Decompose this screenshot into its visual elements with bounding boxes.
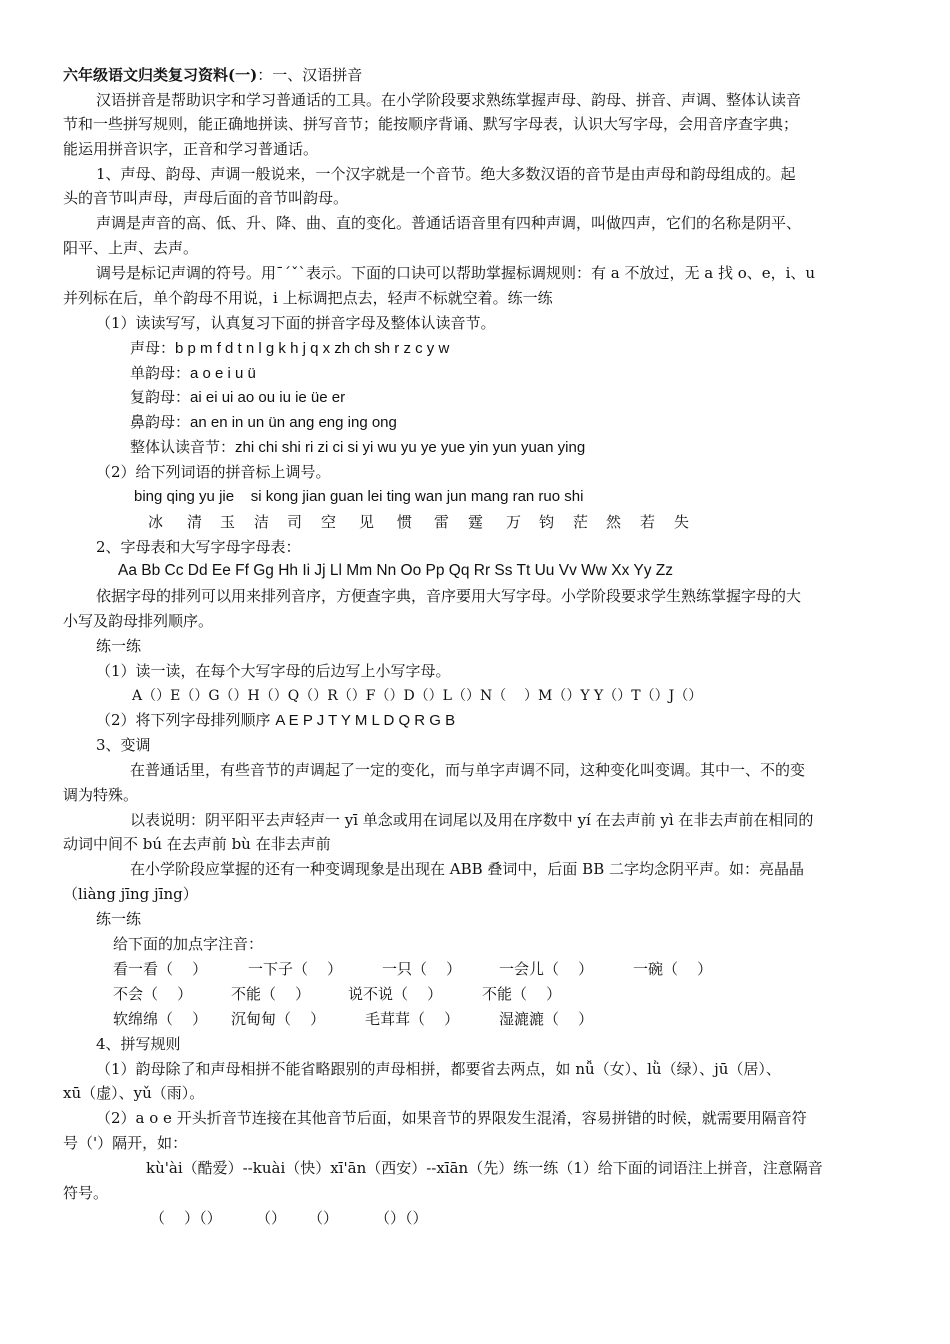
hanzi-char: 万 <box>506 513 522 531</box>
exercise5-title: 给下面的加点字注音： <box>113 935 264 953</box>
section4-title: 4、拼写规则 <box>96 1035 181 1053</box>
answer-blank-2: （） <box>256 1209 287 1227</box>
exercise4-letters: A E P J T Y M L D Q R G B <box>275 712 456 729</box>
rule2-line-2: 号（'）隔开，如： <box>63 1134 188 1152</box>
hanzi-char: 雷 <box>434 513 450 531</box>
grid-row-3-col-4: 湿漉漉（ ） <box>499 1010 594 1028</box>
fuyunmu-letters: ai ei ui ao ou iu ie üe er <box>190 389 346 406</box>
tone-mark-line-1: 调号是标记声调的符号。用ˉˊˇˋ表示。下面的口诀可以帮助掌握标调规则：有 a 不放过，无 a 找 o、e，i、u <box>96 264 816 282</box>
pinyin-words-line: bing qing yu jie si kong jian guan lei ting wan jun mang ran ruo shi <box>134 488 584 505</box>
grid-row-1-col-4: 一会儿（ ） <box>499 960 594 978</box>
exercise1-title: （1）读读写写，认真复习下面的拼音字母及整体认读音节。 <box>96 314 496 332</box>
grid-row-1-col-3: 一只（ ） <box>382 960 462 978</box>
grid-row-3-col-3: 毛茸茸（ ） <box>365 1010 460 1028</box>
grid-row-1-col-5: 一碗（ ） <box>633 960 713 978</box>
exercise2-title: （2）给下列词语的拼音标上调号。 <box>96 463 331 481</box>
exercise4-prefix: （2）将下列字母排列顺序 <box>96 711 276 729</box>
rule1-line-1: （1）韵母除了和声母相拼不能省略跟别的声母相拼，都要省去两点，如 nǚ（女）、lǜ（绿）、jū（居）、 <box>96 1060 781 1078</box>
hanzi-char: 钧 <box>539 513 555 531</box>
danyunmu-label: 单韵母： <box>130 364 191 382</box>
capital-letters-blanks: A（）E（）G（）H（）Q（）R（）F（）D（）L（）N（ ）M（）Y Y（）T（）J（） <box>132 688 703 704</box>
grid-row-2-col-2: 不能（ ） <box>231 985 311 1003</box>
shengmu-label: 声母： <box>130 339 176 357</box>
rule1-line-2: xū（虚）、yǔ（雨）。 <box>63 1084 205 1102</box>
abb-line-1: 在小学阶段应掌握的还有一种变调现象是出现在 ABB 叠词中，后面 BB 二字均念阴平声。如：亮晶晶 <box>130 860 805 878</box>
intro-line-1: 汉语拼音是帮助识字和学习普通话的工具。在小学阶段要求熟练掌握声母、韵母、拼音、声调、整体认读音 <box>96 91 802 109</box>
example-line-1: kù'ài（酷爱）--kuài（快）xī'ān（西安）--xīān（先）练一练（1）给下面的词语注上拼音，注意隔音 <box>146 1159 823 1177</box>
biyunmu-label: 鼻韵母： <box>130 413 191 431</box>
biyunmu-row <box>130 410 397 435</box>
example-line-2: 符号。 <box>63 1184 109 1202</box>
answer-blank-4: （）（） <box>375 1209 428 1227</box>
intro-line-2: 节和一些拼写规则，能正确地拼读、拼写音节；能按顺序背诵、默写字母表，认识大写字母，会用音序查字典； <box>63 115 799 133</box>
hanzi-char: 玉 <box>220 513 236 531</box>
intro-line-3: 能运用拼音识字，正音和学习普通话。 <box>63 140 319 158</box>
section1-line-1: 1、声母、韵母、声调一般说来，一个汉字就是一个音节。绝大多数汉语的音节是由声母和韵母组成的。起 <box>96 165 796 183</box>
table-note-line-2: 动词中间不 bú 在去声前 bù 在非去声前 <box>63 835 331 853</box>
exercise4-line <box>96 708 455 733</box>
biandiao-line-2: 调为特殊。 <box>63 786 139 804</box>
answer-blank-1: （ ）（） <box>150 1209 222 1227</box>
section1-line-2: 头的音节叫声母，声母后面的音节叫韵母。 <box>63 189 349 207</box>
hanzi-char: 失 <box>674 513 690 531</box>
grid-row-3-col-1: 软绵绵（ ） <box>113 1010 208 1028</box>
table-note-line-1: 以表说明：阴平阳平去声轻声一 yī 单念或用在词尾以及用在序数中 yí 在去声前 yì 在非去声前在相同的 <box>130 811 814 829</box>
tone-line-1: 声调是声音的高、低、升、降、曲、直的变化。普通话语音里有四种声调，叫做四声，它们的名称是阴平、 <box>96 214 802 232</box>
exercise3-title: （1）读一读，在每个大写字母的后边写上小写字母。 <box>96 662 451 680</box>
hanzi-char: 空 <box>321 513 337 531</box>
shengmu-letters: b p m f d t n l g k h j q x zh ch sh r z c y w <box>175 340 450 357</box>
practice-label-a: 练一练 <box>96 637 142 655</box>
grid-row-1-col-1: 看一看（ ） <box>113 960 208 978</box>
shengmu-row <box>130 336 449 361</box>
doc-title-rest: ：一、汉语拼音 <box>257 66 363 84</box>
biandiao-line-1: 在普通话里，有些音节的声调起了一定的变化，而与单字声调不同，这种变化叫变调。其中一、不的变 <box>130 761 806 779</box>
hanzi-char: 司 <box>287 513 303 531</box>
order-line-2: 小写及韵母排列顺序。 <box>63 612 214 630</box>
zhengti-row <box>130 435 585 460</box>
grid-row-2-col-4: 不能（ ） <box>482 985 562 1003</box>
hanzi-char: 清 <box>187 513 203 531</box>
zhengti-label: 整体认读音节： <box>130 438 236 456</box>
zhengti-syllables: zhi chi shi ri zi ci si yi wu yu ye yue yin yun yuan ying <box>235 439 586 456</box>
hanzi-char: 冰 <box>148 513 164 531</box>
hanzi-char: 霆 <box>468 513 484 531</box>
hanzi-char: 茫 <box>573 513 589 531</box>
doc-title <box>63 63 362 87</box>
danyunmu-row <box>130 361 256 386</box>
practice-label-b: 练一练 <box>96 910 142 928</box>
hanzi-char: 若 <box>640 513 656 531</box>
hanzi-char: 惯 <box>397 513 413 531</box>
tone-line-2: 阳平、上声、去声。 <box>63 239 199 257</box>
grid-row-2-col-3: 说不说（ ） <box>348 985 443 1003</box>
grid-row-1-col-2: 一下子（ ） <box>248 960 343 978</box>
abb-line-2: （liàng jīng jīng） <box>63 885 198 903</box>
hanzi-char: 然 <box>606 513 622 531</box>
fuyunmu-row <box>130 385 345 410</box>
rule2-line-1: （2）a o e 开头折音节连接在其他音节后面，如果音节的界限发生混淆，容易拼错的时候，就需要用隔音符 <box>96 1109 807 1127</box>
answer-blank-3: （） <box>308 1209 339 1227</box>
alphabet-line: Aa Bb Cc Dd Ee Ff Gg Hh Ii Jj Ll Mm Nn Oo Pp Qq Rr Ss Tt Uu Vv Ww Xx Yy Zz <box>118 562 673 579</box>
section2-title: 2、字母表和大写字母字母表： <box>96 538 301 556</box>
tone-mark-line-2: 并列标在后，单个韵母不用说，i 上标调把点去，轻声不标就空着。练一练 <box>63 289 553 307</box>
hanzi-char: 见 <box>359 513 375 531</box>
fuyunmu-label: 复韵母： <box>130 388 191 406</box>
danyunmu-letters: a o e i u ü <box>190 365 256 382</box>
hanzi-char: 洁 <box>254 513 270 531</box>
doc-title-bold: 六年级语文归类复习资料(一) <box>63 66 258 84</box>
section3-title: 3、变调 <box>96 736 151 754</box>
grid-row-3-col-2: 沉甸甸（ ） <box>231 1010 326 1028</box>
biyunmu-letters: an en in un ün ang eng ing ong <box>190 414 397 431</box>
order-line-1: 依据字母的排列可以用来排列音序，方便查字典，音序要用大写字母。小学阶段要求学生熟练掌握字母的大 <box>96 587 802 605</box>
grid-row-2-col-1: 不会（ ） <box>113 985 193 1003</box>
